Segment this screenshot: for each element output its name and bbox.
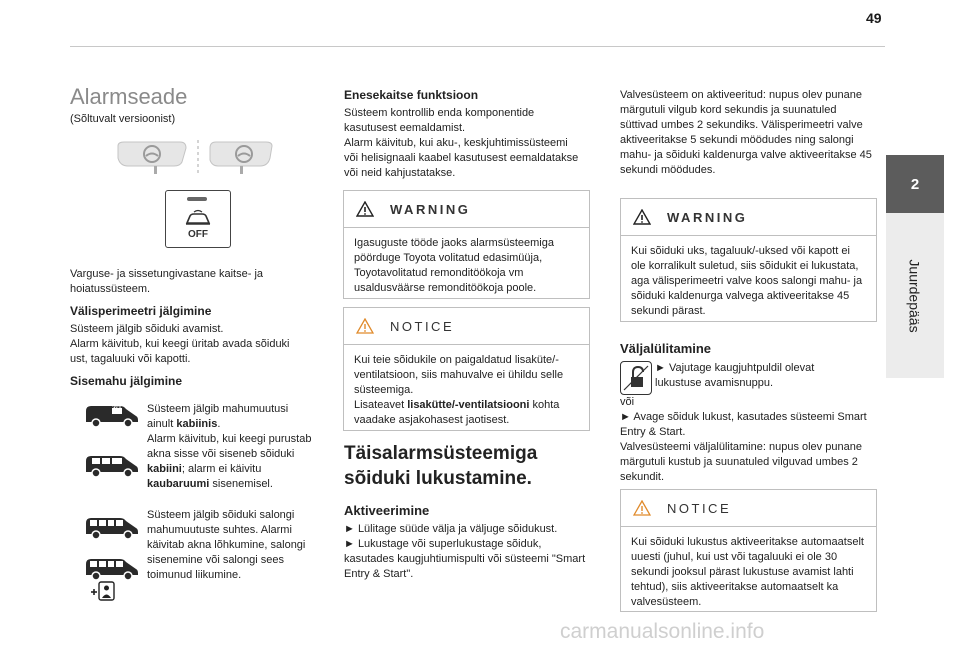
perimeter-heading: Välisperimeetri jälgimine xyxy=(70,304,212,318)
section-subtitle: (Sõltuvalt versioonist) xyxy=(70,113,176,125)
deactivation-text: Valvesüsteemi väljalülitamine: nupus olev punane märgutuli kustub ja suunatuled vilguvad umbes 2 sekundit. xyxy=(620,441,862,483)
activation-steps: ► Lülitage süüde välja ja väljuge sõidukust. ► Lukustage või superlukustage sõiduk, kasutades kaugjuhtiumispulti või süsteemi "Smart Entry & Start". xyxy=(344,523,586,580)
warning-text: Igasuguste tööde jaoks alarmsüsteemiga pöörduge Toyota volitatud edasimüüja, Toyotavolitatud remonditöökoja vm usaldusväärse remonditöökoja poole. xyxy=(354,237,554,294)
notice-box-1 xyxy=(343,307,590,431)
alarm-intro: Varguse- ja sissetungivastane kaitse- ja hoiatussüsteem. xyxy=(70,268,264,295)
watermark: carmanualsonline.info xyxy=(560,620,765,643)
warning-text-2: Kui sõiduki uks, tagaluuk/-uksed või kapott ei ole korralikult suletud, siis sõidukit ei lukustata, aga välisperimeetri valve koos salongi mahu- ja sõiduki kaldenurga valvega aktiveeritakse 45 sekundi pärast. xyxy=(631,245,863,317)
smart-entry-instruction: ► Avage sõiduk lukust, kasutades süsteemi Smart Entry & Start. xyxy=(620,411,867,438)
warning-icon-2 xyxy=(633,209,651,225)
warning-icon xyxy=(356,201,374,217)
activation-heading: Aktiveerimine xyxy=(344,503,430,518)
interior-mirror-illustration xyxy=(110,138,280,178)
unlock-button-icon xyxy=(620,361,652,395)
notice-text-2: Kui sõiduki lukustus aktiveeritakse automaatselt uuesti (juhul, kui ust või tagaluuki ei ole 30 sekundi jooksul pärast lukustuse avamist lahti tehtud), siis aktiveeritakse automaatselt ka valvesüsteem. xyxy=(631,536,864,608)
activation-status-text: Valvesüsteem on aktiveeritud: nupus olev punane märgutuli vilgub kord sekundis ja suunatuled süttivad umbes 2 sekundiks. Välisperimeetri valve aktiveeritakse 5 sekundi möödudes ning salongi mahu- ja sõiduki kaldenurga valve aktiveeritakse 45 sekundi möödudes. xyxy=(620,89,872,176)
self-protection-text: Süsteem kontrollib enda komponentide kasutusest eemaldamist. Alarm käivitub, kui aku-, keskjuhtimissüsteemi või helisignaali kaabel kasutusest eemaldatakse või neid kahjustatakse. xyxy=(344,107,579,179)
warning-label: WARNING xyxy=(390,201,471,217)
chapter-tab-label[interactable]: Juurdepääs xyxy=(907,258,924,333)
notice-icon-2 xyxy=(633,500,651,516)
perimeter-text: Süsteem jälgib sõiduki avamist. Alarm käivitub, kui keegi üritab avada sõiduki ust, tagaluuki või kapotti. xyxy=(70,323,290,365)
alarm-off-button-icon xyxy=(165,190,231,248)
unlock-padlock-icon xyxy=(621,362,651,394)
interior-para-2: Süsteem jälgib sõiduki salongi mahumuutuste suhtes. Alarmi käivitab akna lõhkumine, salongi sisenemine või salongi sees toimunud liikumine. xyxy=(147,509,306,581)
full-alarm-heading: Täisalarmsüsteemiga sõiduki lukustamine. xyxy=(344,443,538,489)
warning-label-2: WARNING xyxy=(667,209,748,225)
notice-label-2: NOTICE xyxy=(667,500,732,516)
header-divider xyxy=(70,46,885,47)
notice-icon xyxy=(356,318,374,334)
car-alarm-icon xyxy=(184,209,212,229)
add-volume-sensor-icon xyxy=(90,580,116,602)
van-icon-text: 2/1 xyxy=(112,405,122,412)
or-text: või xyxy=(620,396,635,408)
deactivation-heading: Väljalülitamine xyxy=(620,341,712,356)
interior-para-1: Süsteem jälgib mahumuutusi ainult kabiinis. Alarm käivitub, kui keegi purustab akna sisse või siseneb sõiduki kabiini; alarm ei käivitu kaubaruumi sisenemisel. xyxy=(147,403,312,490)
section-title: Alarmseade xyxy=(70,84,188,109)
page-number: 49 xyxy=(866,10,882,26)
van-full-cabin-icon xyxy=(84,514,140,540)
off-label: OFF xyxy=(188,229,208,240)
notice-label: NOTICE xyxy=(390,318,455,334)
van-full-cabin-icon-2 xyxy=(84,555,140,581)
warning-box-1 xyxy=(343,190,590,299)
notice-box-2 xyxy=(620,489,877,612)
unlock-instruction: ► Vajutage kaugjuhtpuldil olevat lukustuse avamisnuppu. xyxy=(655,362,815,389)
warning-box-2 xyxy=(620,198,877,322)
interior-heading: Sisemahu jälgimine xyxy=(70,374,183,388)
self-protection-heading: Enesekaitse funktsioon xyxy=(344,88,479,102)
van-cabin-row-icon xyxy=(84,452,140,478)
notice-text: Kui teie sõidukile on paigaldatud lisaküte/-ventilatsioon, siis mahuvalve ei ühildu selle süsteemiga. Lisateavet lisaküttе/-ventilatsiooni kohta vaadake asjakohasest jaotisest. xyxy=(354,354,564,426)
chapter-tab-number[interactable]: 2 xyxy=(886,155,944,213)
